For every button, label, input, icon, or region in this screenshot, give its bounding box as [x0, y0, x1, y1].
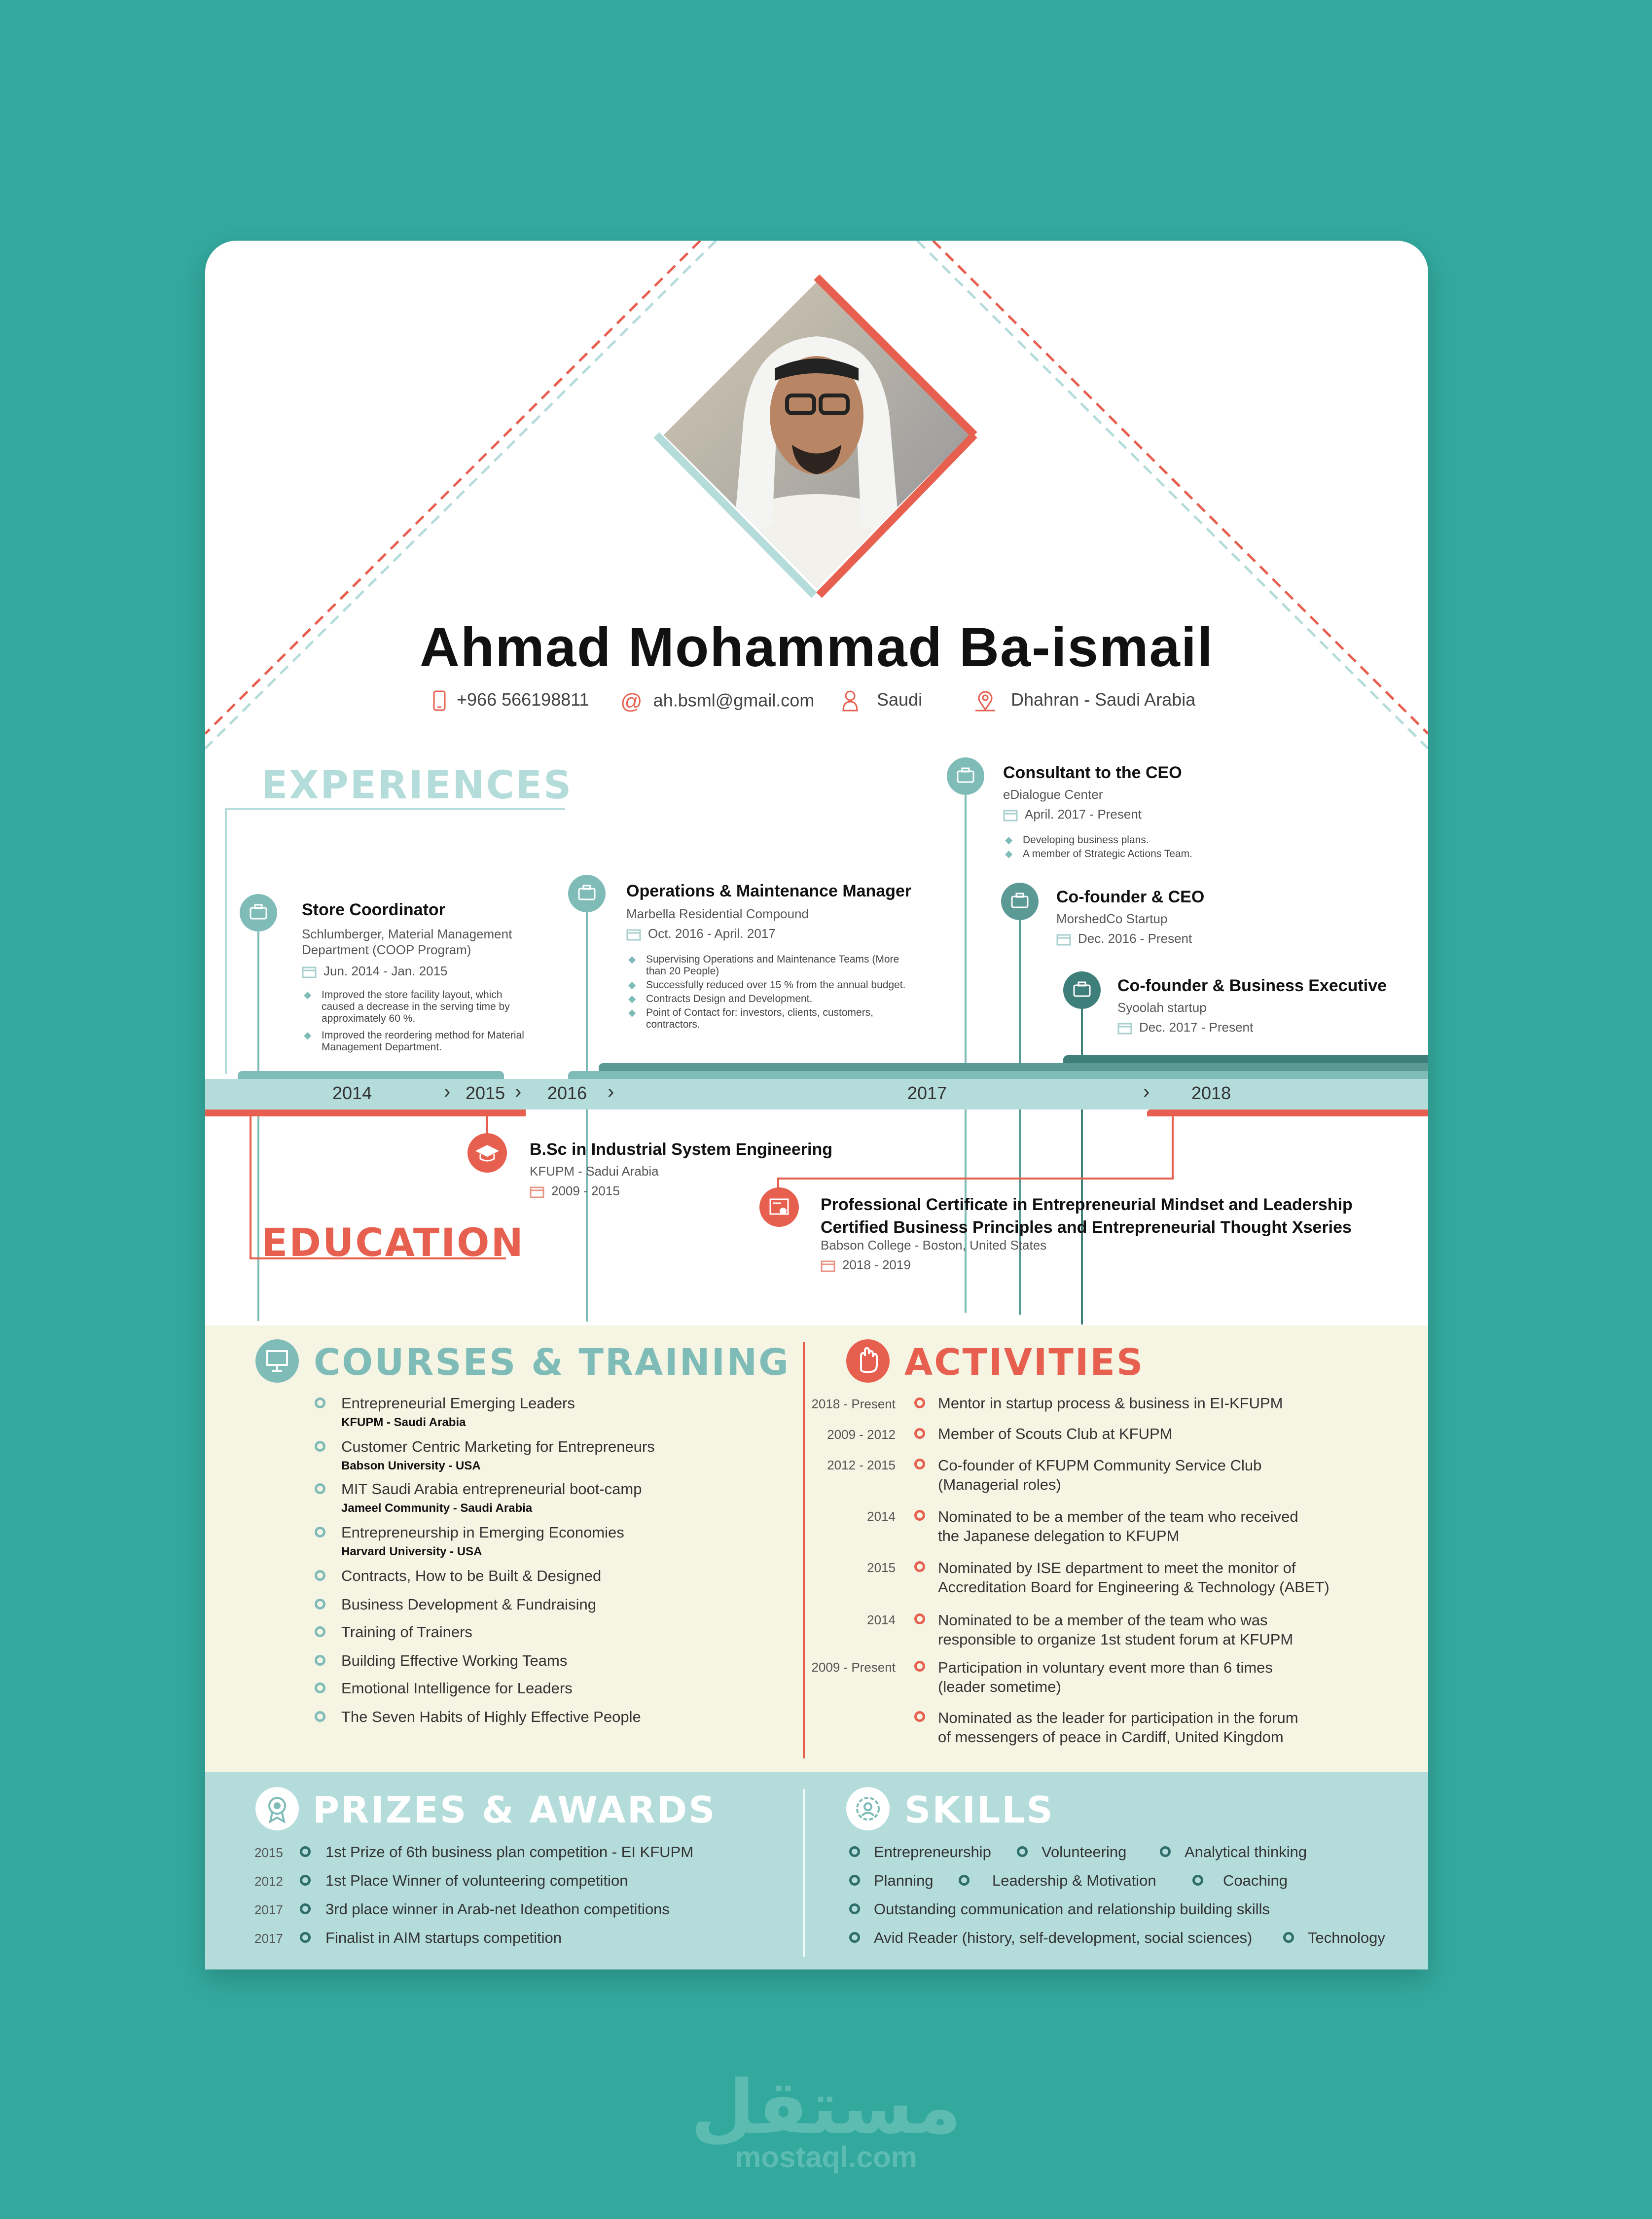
experience-2-title: Operations & Maintenance Manager [626, 882, 912, 900]
bullet-ring-icon [849, 1875, 860, 1886]
experience-4-date-text: Dec. 2016 - Present [1078, 931, 1192, 946]
year-2018: 2018 [1191, 1083, 1231, 1103]
calendar-icon [530, 1185, 544, 1198]
watermark-logo-arabic: مستقل [690, 2066, 962, 2148]
skill-entrepreneurship: Entrepreneurship [874, 1843, 991, 1861]
experience-2-stem [586, 912, 588, 1322]
experience-1-date-text: Jun. 2014 - Jan. 2015 [323, 964, 448, 978]
skills-badge [846, 1787, 890, 1830]
experience-3-date-text: April. 2017 - Present [1025, 807, 1142, 822]
profile-photo [644, 267, 989, 612]
experience-3-bullet-2: ◆ A member of Strategic Actions Team. [1005, 848, 1192, 859]
phone-text: +966 566198811 [457, 689, 589, 710]
year-2016: 2016 [547, 1083, 587, 1103]
activity-item-1-line1: Mentor in startup process & business in EI-KFUPM [938, 1395, 1283, 1412]
briefcase-icon [240, 894, 277, 931]
activity-item-4-line2: the Japanese delegation to KFUPM [938, 1527, 1180, 1544]
experience-5-title: Co-founder & Business Executive [1117, 976, 1387, 995]
experience-2-badge [568, 875, 606, 912]
prize-item-4-year: 2017 [254, 1931, 283, 1946]
prize-item-2-text: 1st Place Winner of volunteering competition [325, 1872, 628, 1889]
contact-email [620, 689, 814, 714]
bullet-ring-icon [914, 1613, 925, 1624]
email-icon: @ [620, 689, 643, 714]
experience-3-bullet-1: ◆ Developing business plans. [1005, 834, 1149, 846]
education-2-badge [759, 1187, 799, 1227]
education-bar-cert [1147, 1110, 1428, 1116]
course-item-1-name: Entrepreneurial Emerging Leaders [341, 1395, 575, 1412]
contact-nationality [841, 689, 922, 712]
skill-leadership-motivation: Leadership & Motivation [992, 1872, 1156, 1889]
activity-item-4-year: 2014 [867, 1509, 896, 1524]
activity-item-3-year: 2012 - 2015 [827, 1458, 896, 1472]
year-arrow-1: › [444, 1081, 451, 1103]
gear-head-icon [846, 1787, 890, 1830]
activity-item-6-line1: Nominated to be a member of the team who was [938, 1611, 1268, 1629]
activity-item-2-year: 2009 - 2012 [827, 1427, 896, 1442]
briefcase-icon [1063, 971, 1101, 1009]
activity-item-1-year: 2018 - Present [811, 1396, 896, 1411]
course-item-2-name: Customer Centric Marketing for Entrepreneurs [341, 1438, 655, 1455]
experience-2-bullet-4: ◆ Point of Contact for: investors, clients, customers, contractors. [628, 1007, 874, 1030]
presentation-board-icon [255, 1339, 299, 1383]
course-item-3-name: MIT Saudi Arabia entrepreneurial boot-camp [341, 1480, 642, 1498]
activities-title: ACTIVITIES [904, 1341, 1145, 1384]
education-2-date [821, 1257, 911, 1273]
experience-2-date [626, 926, 776, 941]
experience-4-badge [1001, 883, 1039, 920]
education-2-title [821, 1193, 1353, 1239]
experience-4-org: MorshedCo Startup [1056, 911, 1168, 926]
courses-badge [255, 1339, 299, 1383]
bullet-ring-icon [914, 1510, 925, 1521]
course-item-1 [315, 1395, 575, 1430]
experience-3-org: eDialogue Center [1003, 787, 1103, 802]
course-item-7-name: Training of Trainers [341, 1623, 472, 1641]
location-text: Dhahran - Saudi Arabia [1011, 689, 1196, 710]
graduation-cap-icon [467, 1133, 507, 1173]
bullet-ring-icon [315, 1570, 325, 1581]
timeline-axis [205, 1079, 1428, 1110]
experience-5-date-text: Dec. 2017 - Present [1139, 1020, 1254, 1035]
course-item-5-name: Contracts, How to be Built & Designed [341, 1567, 602, 1584]
experience-1-bullet-1: ◆ Improved the store facility layout, which caused a decrease in the serving time by approximately 60 %. [304, 989, 510, 1024]
contact-location [974, 689, 1195, 712]
education-1-title: B.Sc in Industrial System Engineering [530, 1140, 833, 1159]
experience-5-org: Syoolah startup [1117, 1000, 1207, 1015]
skill-coaching: Coaching [1223, 1872, 1288, 1889]
email-text: ah.bsml@gmail.com [653, 690, 815, 711]
year-arrow-2: › [515, 1081, 522, 1103]
calendar-icon [821, 1259, 835, 1272]
resume-card [205, 241, 1428, 1969]
teal-band-divider [803, 1789, 805, 1957]
course-item-9-name: Emotional Intelligence for Leaders [341, 1680, 573, 1697]
bullet-ring-icon [959, 1875, 970, 1886]
nationality-text: Saudi [877, 689, 923, 710]
course-item-4 [315, 1524, 624, 1559]
experience-4-date [1056, 931, 1192, 946]
year-arrow-3: › [608, 1081, 614, 1103]
course-item-9 [315, 1680, 573, 1697]
calendar-icon [626, 928, 641, 941]
activity-item-7-line2: (leader sometime) [938, 1678, 1061, 1695]
year-2014: 2014 [332, 1083, 372, 1103]
course-item-5 [315, 1567, 601, 1585]
briefcase-icon [1001, 883, 1039, 920]
education-1-date-text: 2009 - 2015 [551, 1183, 620, 1198]
location-pin-icon [974, 690, 996, 712]
bullet-ring-icon [300, 1932, 311, 1943]
phone-icon [432, 690, 447, 712]
activity-item-6-line2: responsible to organize 1st student forum at KFUPM [938, 1631, 1293, 1648]
education-1-badge [467, 1133, 507, 1173]
education-title: EDUCATION [261, 1221, 525, 1265]
bullet-ring-icon [315, 1483, 325, 1494]
award-medal-icon [255, 1787, 299, 1830]
experience-2-bullet-3-text: Contracts Design and Development. [646, 993, 813, 1004]
skill-volunteering: Volunteering [1041, 1843, 1127, 1861]
experience-1-bullet-1-text: Improved the store facility layout, which caused a decrease in the serving time by approximately 60 %. [322, 989, 510, 1024]
bullet-ring-icon [914, 1561, 925, 1572]
skill-analytical-thinking: Analytical thinking [1185, 1843, 1307, 1861]
course-item-4-org: Harvard University - USA [341, 1545, 482, 1558]
activity-item-8-line1: Nominated as the leader for participation in the forum [938, 1709, 1298, 1726]
education-2-stem-horizontal [777, 1178, 1174, 1180]
skill-planning: Planning [874, 1872, 934, 1889]
education-2-stem-vertical [1172, 1116, 1174, 1179]
bullet-ring-icon [315, 1626, 325, 1637]
experience-2-bullet-3: ◆ Contracts Design and Development. [628, 993, 813, 1004]
skill-communication: Outstanding communication and relationship building skills [874, 1900, 1270, 1918]
briefcase-icon [568, 875, 606, 912]
bullet-ring-icon [1283, 1932, 1294, 1943]
prize-item-1-year: 2015 [254, 1845, 283, 1860]
experience-3-date [1003, 807, 1142, 822]
bullet-ring-icon [300, 1875, 311, 1886]
course-item-6 [315, 1596, 596, 1613]
course-item-10 [315, 1708, 641, 1726]
education-2-date-text: 2018 - 2019 [842, 1257, 911, 1272]
bullet-ring-icon [315, 1682, 325, 1693]
course-item-3 [315, 1480, 642, 1516]
calendar-icon [1056, 933, 1071, 946]
course-item-8-name: Building Effective Working Teams [341, 1652, 568, 1669]
bullet-ring-icon [300, 1903, 311, 1914]
course-item-8 [315, 1652, 567, 1670]
calendar-icon [1003, 809, 1018, 822]
bullet-ring-icon [315, 1655, 325, 1666]
activity-item-7-year: 2009 - Present [811, 1660, 896, 1675]
prize-item-2-year: 2012 [254, 1874, 283, 1889]
experience-3-title: Consultant to the CEO [1003, 763, 1182, 782]
education-1-date [530, 1183, 620, 1199]
activity-item-3-line1: Co-founder of KFUPM Community Service Club [938, 1457, 1262, 1474]
prizes-title: PRIZES & AWARDS [313, 1789, 717, 1831]
full-name: Ahmad Mohammad Ba-ismail [419, 616, 1214, 678]
contact-phone [432, 689, 589, 712]
activity-item-5-line1: Nominated by ISE department to meet the monitor of [938, 1559, 1296, 1576]
education-2-title-line2: Certified Business Principles and Entrepreneurial Thought Xseries [821, 1218, 1352, 1237]
experience-2-org: Marbella Residential Compound [626, 906, 809, 921]
year-arrow-4: › [1143, 1081, 1150, 1103]
user-icon [841, 690, 859, 712]
bullet-ring-icon [1160, 1846, 1171, 1857]
bullet-ring-icon [914, 1397, 925, 1408]
bullet-ring-icon [849, 1932, 860, 1943]
activity-item-5-line2: Accreditation Board for Engineering & Technology (ABET) [938, 1578, 1329, 1596]
experience-1-badge [240, 894, 277, 931]
experience-5-date [1117, 1020, 1253, 1035]
experience-2-bullet-2: ◆ Successfully reduced over 15 % from the annual budget. [628, 979, 906, 991]
year-2015: 2015 [466, 1083, 505, 1103]
hand-icon [846, 1339, 890, 1383]
experience-2-bullets [626, 954, 962, 1031]
watermark-url: mostaql.com [734, 2141, 918, 2174]
activity-item-8-line2: of messengers of peace in Cardiff, United Kingdom [938, 1728, 1284, 1746]
activity-item-6-year: 2014 [867, 1612, 896, 1627]
experience-1-org [302, 926, 558, 958]
skills-title: SKILLS [904, 1789, 1054, 1831]
education-1-org: KFUPM - Sadui Arabia [530, 1164, 659, 1179]
year-2017: 2017 [907, 1083, 947, 1103]
bullet-ring-icon [849, 1846, 860, 1857]
education-2-org: Babson College - Boston, United States [821, 1238, 1047, 1253]
course-item-6-name: Business Development & Fundraising [341, 1596, 596, 1613]
activity-item-7-line1: Participation in voluntary event more than 6 times [938, 1659, 1273, 1676]
prizes-badge [255, 1787, 299, 1830]
experiences-title-underline [225, 808, 565, 810]
education-2-title-line1: Professional Certificate in Entrepreneurial Mindset and Leadership [821, 1195, 1353, 1214]
activities-badge [846, 1339, 890, 1383]
bullet-ring-icon [315, 1599, 325, 1610]
experiences-title: EXPERIENCES [261, 763, 573, 808]
experience-1-bullet-2-text: Improved the reordering method for Material Management Department. [322, 1030, 524, 1053]
experience-4-stem [1019, 920, 1021, 1315]
experiences-title-bracket [225, 808, 227, 1074]
experience-1-org-line2: Department (COOP Program) [302, 942, 471, 957]
course-item-1-org: KFUPM - Saudi Arabia [341, 1416, 466, 1429]
calendar-icon [1117, 1022, 1132, 1035]
education-bracket-vertical [250, 1116, 251, 1259]
certificate-icon [759, 1187, 799, 1227]
education-bar-bsc [205, 1110, 526, 1116]
experience-1-stem [257, 931, 259, 1321]
experience-2-bullet-1: ◆ Supervising Operations and Maintenance Teams (More than 20 People) [628, 954, 899, 977]
activity-item-3-line2: (Managerial roles) [938, 1476, 1061, 1493]
experience-3-bullets [1003, 834, 1279, 860]
bullet-ring-icon [914, 1459, 925, 1469]
experience-2-bullet-4-text: Point of Contact for: investors, clients, customers, contractors. [646, 1007, 874, 1030]
experience-3-bullet-2-text: A member of Strategic Actions Team. [1023, 848, 1192, 859]
bullet-ring-icon [315, 1527, 325, 1538]
experience-1-title: Store Coordinator [302, 900, 445, 919]
bullet-ring-icon [1017, 1846, 1028, 1857]
prize-item-1-text: 1st Prize of 6th business plan competition - EI KFUPM [325, 1843, 694, 1861]
experience-1-date [302, 964, 448, 979]
course-item-10-name: The Seven Habits of Highly Effective People [341, 1708, 641, 1725]
bullet-ring-icon [914, 1661, 925, 1672]
course-item-3-org: Jameel Community - Saudi Arabia [341, 1502, 533, 1515]
experience-4-title: Co-founder & CEO [1056, 888, 1205, 906]
experience-2-bullet-2-text: Successfully reduced over 15 % from the annual budget. [646, 979, 906, 991]
bullet-ring-icon [315, 1711, 325, 1722]
experience-2-date-text: Oct. 2016 - April. 2017 [648, 926, 776, 941]
bullet-ring-icon [849, 1903, 860, 1914]
calendar-icon [302, 966, 317, 978]
skill-technology: Technology [1308, 1929, 1385, 1946]
bullet-ring-icon [315, 1441, 325, 1452]
bullet-ring-icon [1192, 1875, 1203, 1886]
prize-item-3-year: 2017 [254, 1902, 283, 1917]
experience-2-bullet-1-text: Supervising Operations and Maintenance Teams (More than 20 People) [646, 954, 899, 977]
course-item-7 [315, 1623, 472, 1641]
experience-1-org-line1: Schlumberger, Material Management [302, 927, 512, 941]
bullet-ring-icon [914, 1428, 925, 1439]
prize-item-3-text: 3rd place winner in Arab-net Ideathon competitions [325, 1900, 670, 1918]
course-item-2-org: Babson University - USA [341, 1459, 481, 1472]
activity-item-2-line1: Member of Scouts Club at KFUPM [938, 1425, 1173, 1442]
experience-3-badge [947, 757, 984, 795]
courses-title: COURSES & TRAINING [314, 1341, 790, 1384]
activity-item-5-year: 2015 [867, 1560, 896, 1575]
course-item-2 [315, 1438, 655, 1473]
prize-item-4-text: Finalist in AIM startups competition [325, 1929, 562, 1946]
bullet-ring-icon [300, 1846, 311, 1857]
experience-3-bullet-1-text: Developing business plans. [1023, 834, 1149, 846]
experience-1-bullets [302, 989, 534, 1053]
experience-5-badge [1063, 971, 1101, 1009]
bullet-ring-icon [914, 1711, 925, 1722]
experience-1-bullet-2: ◆ Improved the reordering method for Material Management Department. [304, 1030, 524, 1053]
course-item-4-name: Entrepreneurship in Emerging Economies [341, 1524, 624, 1541]
briefcase-icon [947, 757, 984, 795]
skill-avid-reader: Avid Reader (history, self-development, social sciences) [874, 1929, 1253, 1946]
bullet-ring-icon [315, 1397, 325, 1408]
activity-item-4-line1: Nominated to be a member of the team who received [938, 1508, 1298, 1525]
